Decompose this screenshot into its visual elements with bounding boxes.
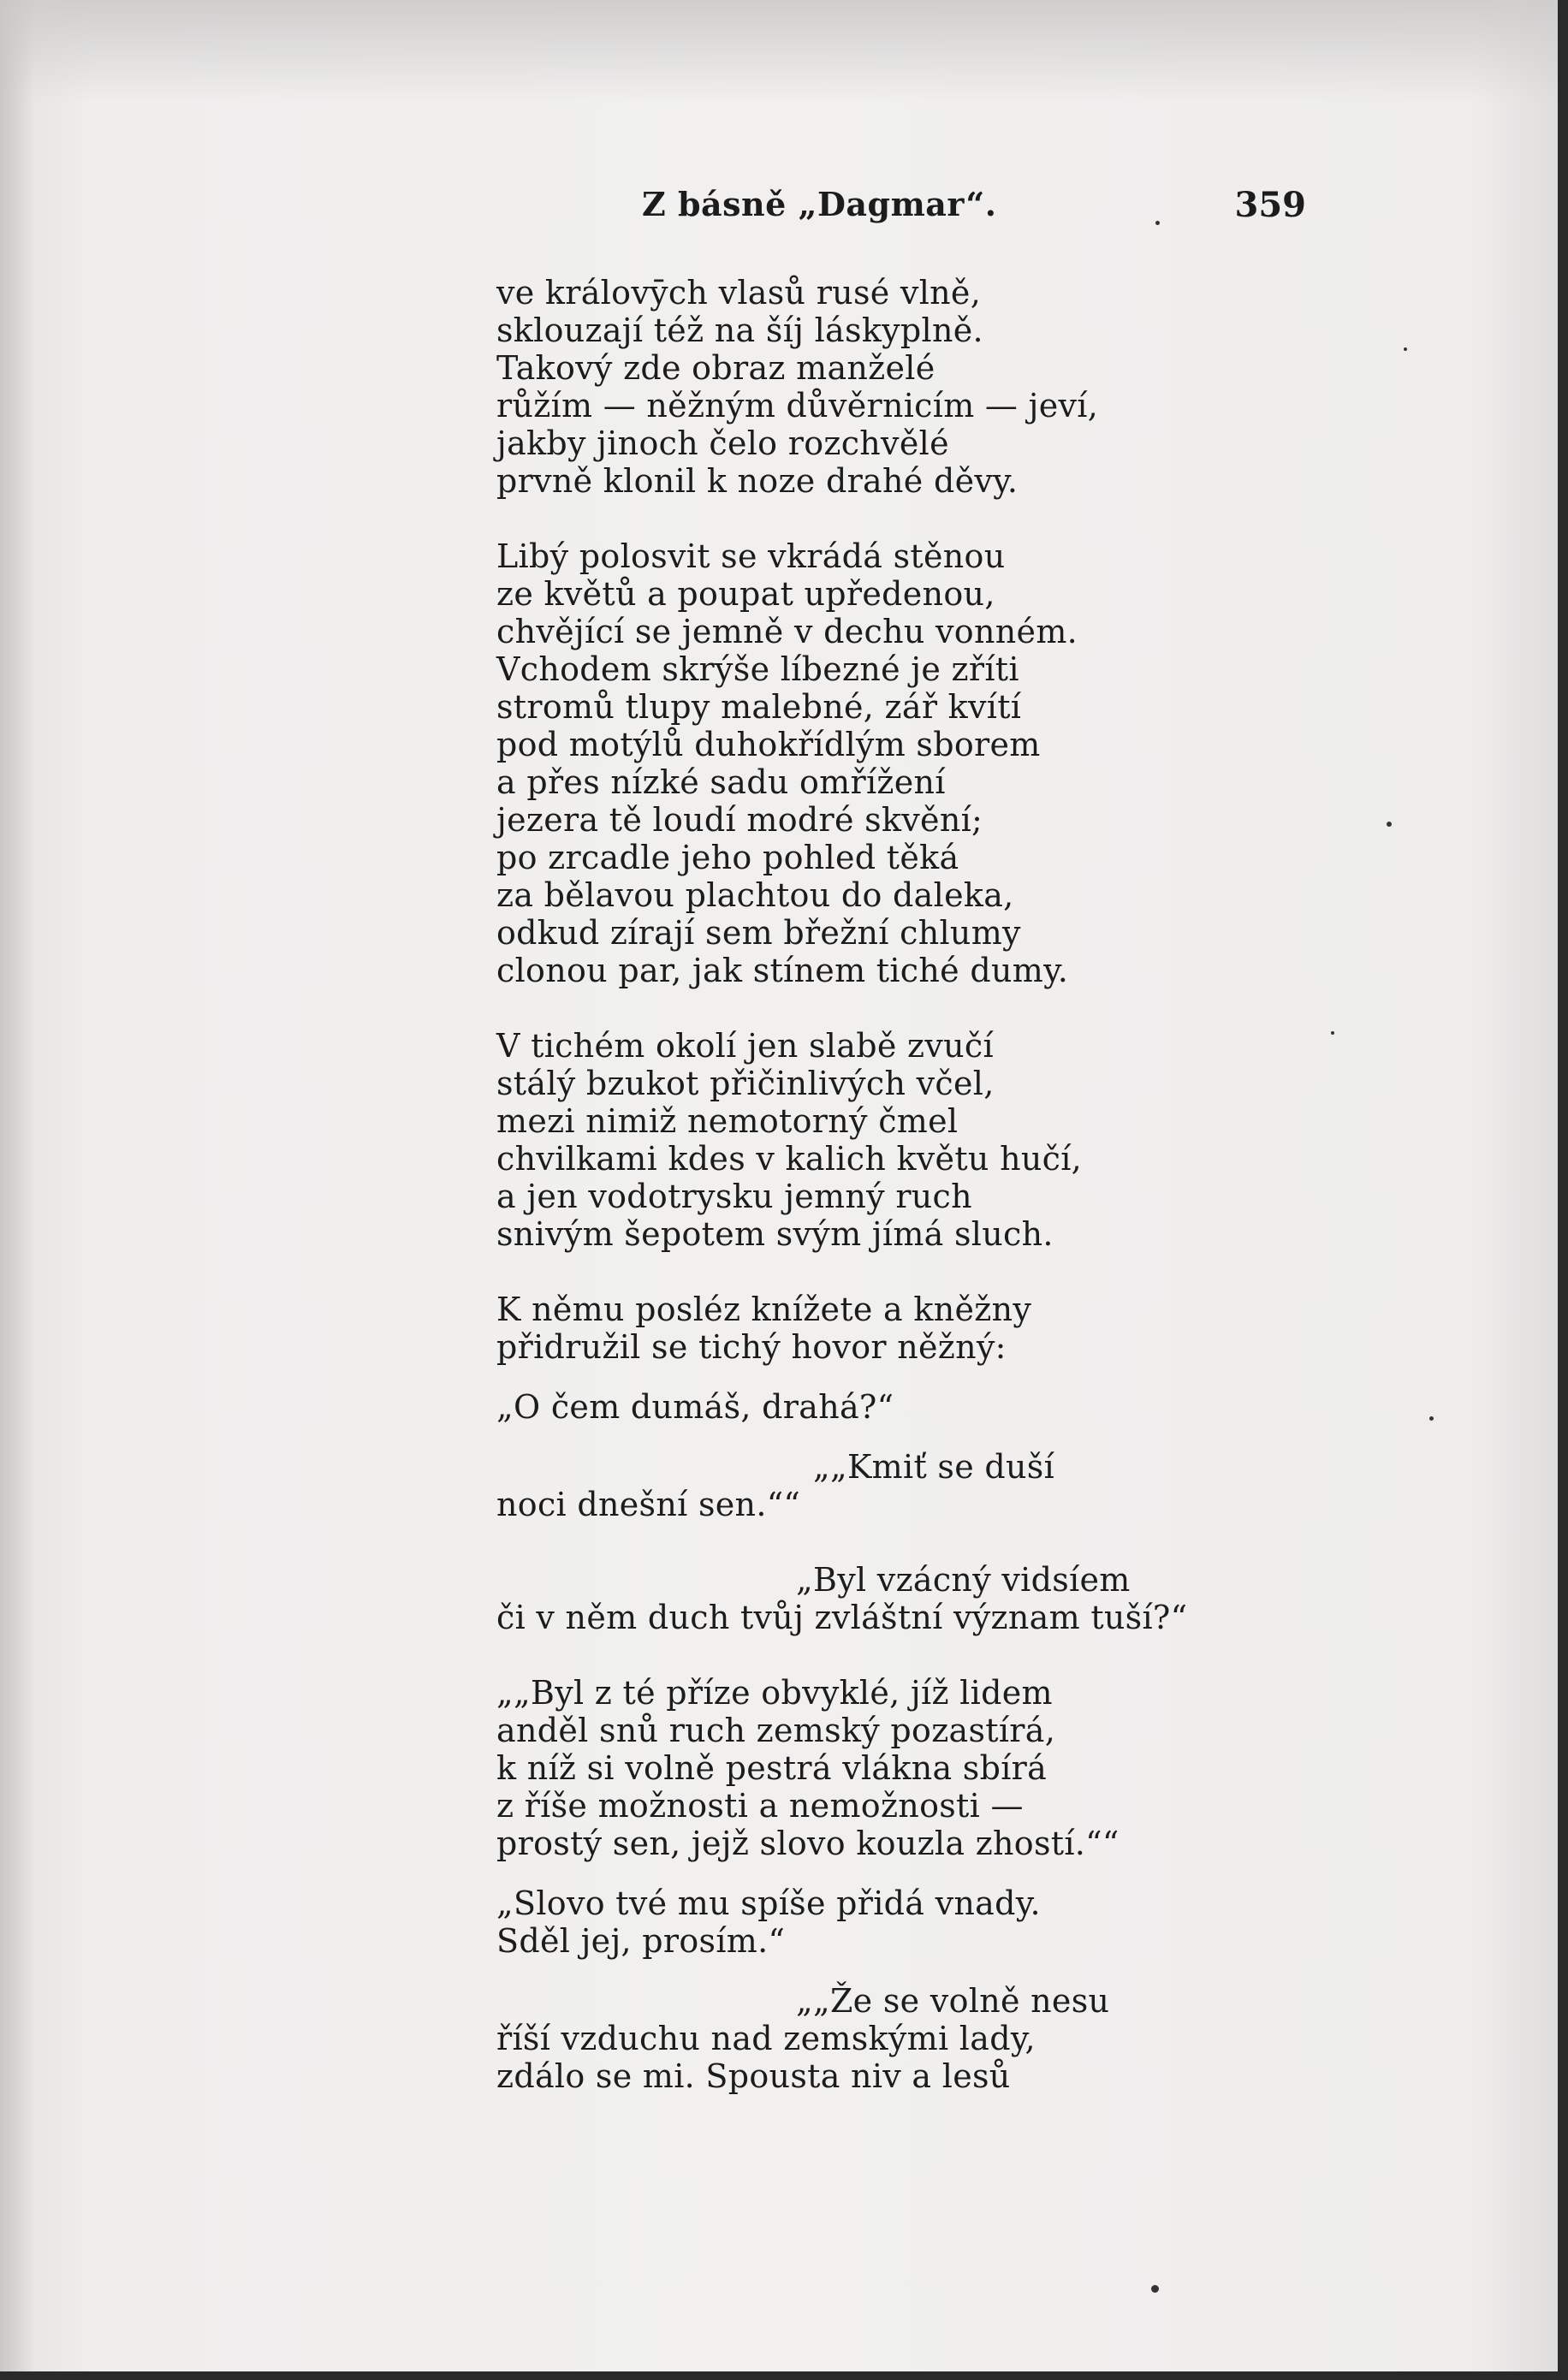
verse-line: ve královȳch vlasů rusé vlně,: [496, 274, 982, 312]
dialogue-line: anděl snů ruch zemský pozastírá,: [496, 1712, 1056, 1749]
verse-line: snivým šepotem svým jímá sluch.: [496, 1215, 1054, 1253]
verse-line: stromů tlupy malebné, zář kvítí: [496, 688, 1022, 726]
running-title: Z básně „Dagmar“.: [642, 185, 997, 223]
verse-line: chvějící se jemně v dechu vonném.: [496, 613, 1078, 650]
verse-line: sklouzají též na šíj láskyplně.: [496, 312, 983, 349]
dust-speck: [1331, 1031, 1334, 1035]
verse-line: stálý bzukot přičinlivých včel,: [496, 1065, 995, 1102]
verse-line: růžím — něžným důvěrnicím — jeví,: [496, 387, 1099, 424]
scan-top-shadow: [0, 0, 1568, 103]
page-header: [496, 185, 1318, 236]
stanza-4: [496, 1291, 1147, 1366]
verse-line: Vchodem skrýše líbezné je zříti: [496, 650, 1019, 688]
dialogue-line: prostý sen, jejž slovo kouzla zhostí.““: [496, 1825, 1120, 1862]
poem-text: [496, 274, 1188, 2095]
verse-line: za bělavou plachtou do daleka,: [496, 876, 1014, 914]
verse-line: mezi nimiž nemotorný čmel: [496, 1102, 959, 1140]
dialogue-line: „Slovo tvé mu spíše přidá vnady.: [496, 1884, 1041, 1922]
dust-speck: [1404, 347, 1407, 351]
dialogue-line: či v něm duch tvůj zvláštní význam tuší?“: [496, 1599, 1188, 1636]
dialogue-line-indented: „„Kmiť se duší: [813, 1448, 1055, 1486]
verse-line: odkud zírají sem břežní chlumy: [496, 914, 1021, 952]
verse-line: ze květů a poupat upředenou,: [496, 575, 995, 613]
verse-line: a jen vodotrysku jemný ruch: [496, 1178, 972, 1215]
verse-line: po zrcadle jeho pohled těká: [496, 839, 959, 876]
stanza-2: [496, 537, 1147, 989]
dialogue-line: z říše možnosti a nemožnosti —: [496, 1787, 1024, 1825]
scan-spine-shadow: [0, 0, 34, 2380]
dialogue-line: zdálo se mi. Spousta niv a lesů: [496, 2057, 1011, 2095]
dialogue-line: „O čem dumáš, drahá?“: [496, 1388, 894, 1426]
dialogue-line: k níž si volně pestrá vlákna sbírá: [496, 1749, 1048, 1787]
verse-line: Libý polosvit se vkrádá stěnou: [496, 537, 1006, 575]
stanza-3: [496, 1027, 1147, 1253]
dust-speck: [1429, 1416, 1434, 1421]
dialogue-line: noci dnešní sen.““: [496, 1486, 801, 1523]
verse-line: přidružil se tichý hovor něžný:: [496, 1328, 1007, 1366]
dialogue: [496, 1388, 1188, 2095]
dialogue-line: „„Byl z té příze obvyklé, jíž lidem: [496, 1674, 1053, 1712]
dust-speck: [1151, 2285, 1159, 2293]
verse-line: clonou par, jak stínem tiché dumy.: [496, 952, 1069, 989]
verse-line: a přes nízké sadu omřížení: [496, 763, 946, 801]
dialogue-line: Sděl jej, prosím.“: [496, 1922, 786, 1960]
stanza-1: [496, 274, 1147, 500]
dust-speck: [1387, 822, 1392, 827]
scan-bottom-edge: [0, 2371, 1568, 2380]
dialogue-line-indented: „„Že se volně nesu: [796, 1982, 1110, 2020]
page-number: 359: [1234, 185, 1306, 225]
verse-line: Takový zde obraz manželé: [496, 349, 935, 387]
scan-right-edge: [1558, 0, 1568, 2380]
verse-line: chvilkami kdes v kalich květu hučí,: [496, 1140, 1083, 1178]
verse-line: K němu posléz knížete a kněžny: [496, 1291, 1032, 1328]
verse-line: jezera tě loudí modré skvění;: [496, 801, 983, 839]
verse-line: pod motýlů duhokřídlým sborem: [496, 726, 1041, 763]
verse-line: prvně klonil k noze drahé děvy.: [496, 462, 1019, 500]
verse-line: V tichém okolí jen slabě zvučí: [496, 1027, 994, 1065]
dialogue-line-indented: „Byl vzácný vidsíem: [796, 1561, 1131, 1599]
dialogue-line: říší vzduchu nad zemskými lady,: [496, 2020, 1036, 2057]
verse-line: jakby jinoch čelo rozchvělé: [496, 424, 949, 462]
